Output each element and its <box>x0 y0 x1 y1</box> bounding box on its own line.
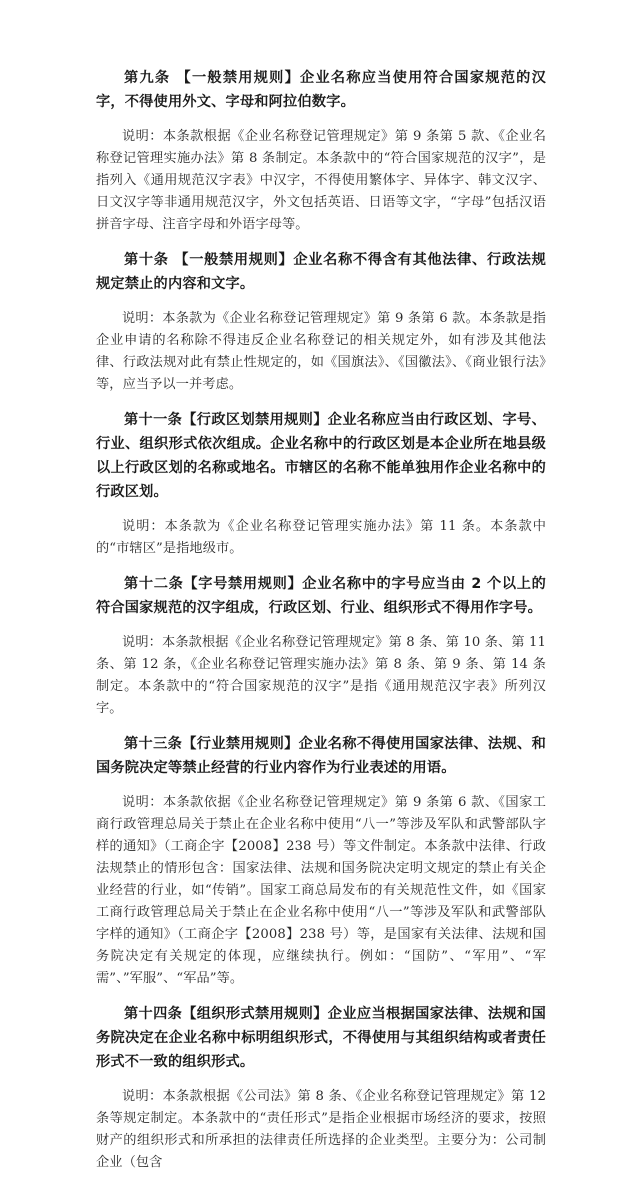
article-9 <box>96 66 546 236</box>
article-10 <box>96 248 546 396</box>
article-note: 说明：本条款根据《企业名称登记管理规定》第 9 条第 5 款、《企业名称登记管理实施办法》第 8 条制定。本条款中的“符合国家规范的汉字”，是指列入《通用规范汉字表》中汉字，不得使用繁体字、异体字、韩文汉字、日文汉字等非通用规范汉字，外文包括英语、日语等文字，“字母”包括汉语拼音字母、注音字母和外语字母等。 <box>96 129 546 232</box>
article-12 <box>96 572 546 720</box>
article-heading: 第十四条【组织形式禁用规则】企业应当根据国家法律、法规和国务院决定在企业名称中标明组织形式，不得使用与其组织结构或者责任形式不一致的组织形式。 <box>96 1006 546 1070</box>
article-note: 说明：本条款根据《公司法》第 8 条、《企业名称登记管理规定》第 12 条等规定制定。本条款中的“责任形式”是指企业根据市场经济的要求，按照财产的组织形式和所承担的法律责任所选择的企业类型。主要分为：公司制企业（包含 <box>96 1089 546 1170</box>
article-14 <box>96 1002 546 1174</box>
article-13 <box>96 732 546 990</box>
article-note: 说明：本条款为《企业名称登记管理实施办法》第 11 条。本条款中的“市辖区”是指地级市。 <box>96 519 546 556</box>
article-note: 说明：本条款依据《企业名称登记管理规定》第 9 条第 6 款、《国家工商行政管理总局关于禁止在企业名称中使用“八一”等涉及军队和武警部队字样的通知》（工商企字【2008】238 号）等文件制定。本条款中法律、行政法规禁止的情形包含：国家法律、法规和国务院决定明文规定的禁止有关企业经营的行业，如“传销”。国家工商总局发布的有关规范性文件，如《国家工商行政管理总局关于禁止在企业名称中使用“八一”等涉及军队和武警部队字样的通知》（工商企字【2008】238 号）等，是国家有关法律、法规和国务院决定有关规定的体现，应继续执行。例如：“国防”、“军用”、“军需”、”军服”、“军品”等。 <box>96 795 546 986</box>
article-heading: 第十三条【行业禁用规则】企业名称不得使用国家法律、法规、和国务院决定等禁止经营的行业内容作为行业表述的用语。 <box>96 736 546 776</box>
article-heading: 第九条 【一般禁用规则】企业名称应当使用符合国家规范的汉字，不得使用外文、字母和阿拉伯数字。 <box>96 70 546 110</box>
article-heading: 第十条 【一般禁用规则】企业名称不得含有其他法律、行政法规规定禁止的内容和文字。 <box>96 252 546 292</box>
article-11 <box>96 408 546 560</box>
article-heading: 第十一条【行政区划禁用规则】企业名称应当由行政区划、字号、行业、组织形式依次组成。企业名称中的行政区划是本企业所在地县级以上行政区划的名称或地名。市辖区的名称不能单独用作企业名称中的行政区划。 <box>96 412 546 500</box>
document-page <box>96 66 546 1186</box>
article-note: 说明：本条款为《企业名称登记管理规定》第 9 条第 6 款。本条款是指企业申请的名称除不得违反企业名称登记的相关规定外，如有涉及其他法律、行政法规对此有禁止性规定的，如《国旗法》、《国徽法》、《商业银行法》等，应当予以一并考虑。 <box>96 311 546 392</box>
article-heading: 第十二条【字号禁用规则】企业名称中的字号应当由 2 个以上的符合国家规范的汉字组成，行政区划、行业、组织形式不得用作字号。 <box>96 576 546 616</box>
article-note: 说明：本条款根据《企业名称登记管理规定》第 8 条、第 10 条、第 11 条、第 12 条，《企业名称登记管理实施办法》第 8 条、第 9 条、第 14 条制定。本条款中的“符合国家规范的汉字”是指《通用规范汉字表》所列汉字。 <box>96 635 546 716</box>
